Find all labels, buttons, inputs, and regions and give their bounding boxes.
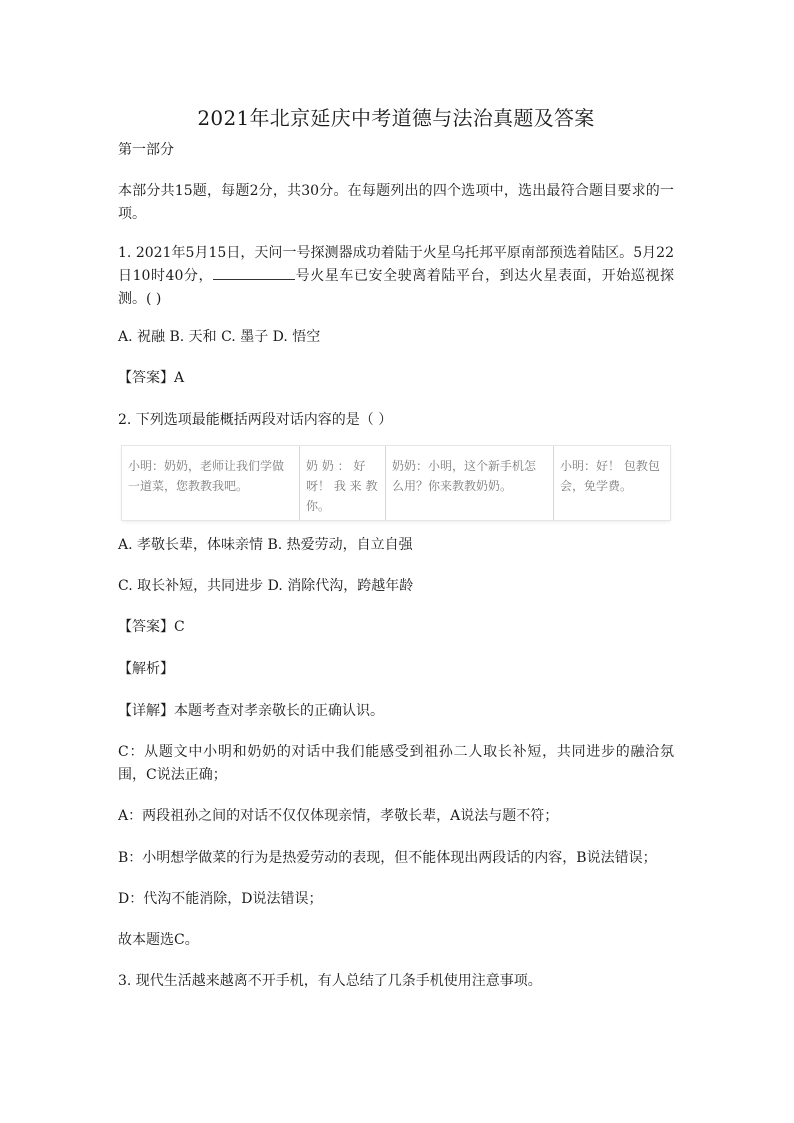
explanation-c: C：从题文中小明和奶奶的对话中我们能感受到祖孙二人取长补短，共同进步的融洽氛围，C说法正确； xyxy=(118,744,674,783)
question-2-answer: 【答案】C xyxy=(118,619,185,635)
detail-paragraph: 【详解】本题考查对孝亲敬长的正确认识。 xyxy=(118,703,384,719)
question-2-stem: 2. 下列选项最能概括两段对话内容的是（ ） xyxy=(118,412,393,428)
question-2-options-line-2: C. 取长补短，共同进步 D. 消除代沟，跨越年龄 xyxy=(118,578,414,594)
question-2-options-line-1: A. 孝敬长辈，体味亲情 B. 热爱劳动，自立自强 xyxy=(118,537,413,553)
question-1-answer: 【答案】A xyxy=(118,370,185,386)
explanation-a: A：两段祖孙之间的对话不仅仅体现亲情，孝敬长辈，A说法与题不符； xyxy=(118,808,559,824)
question-1-stem xyxy=(118,242,674,311)
dialogue-figure xyxy=(122,446,670,520)
document-title: 2021年北京延庆中考道德与法治真题及答案 xyxy=(197,106,595,130)
instructions-paragraph: 本部分共15题，每题2分，共30分。在每题列出的四个选项中，选出最符合题目要求的一项。 xyxy=(118,183,674,222)
explanation-b: B：小明想学做菜的行为是热爱劳动的表现，但不能体现出两段话的内容，B说法错误； xyxy=(118,850,657,866)
dialogue-panel-4: 小明：好！ 包教包会，免学费。 xyxy=(560,459,660,493)
conclusion: 故本题选C。 xyxy=(118,932,199,948)
explanation-d: D：代沟不能消除，D说法错误； xyxy=(118,891,323,907)
dialogue-panel-3: 奶奶：小明，这个新手机怎么用？你来教教奶奶。 xyxy=(386,446,554,520)
answer-blank xyxy=(213,265,295,280)
question-1-stem-part2: 号火星车已安全驶离着陆平台，到达火星表面，开始巡视探测。( ) xyxy=(118,268,674,307)
analysis-heading: 【解析】 xyxy=(118,661,174,677)
section-heading: 第一部分 xyxy=(118,142,174,158)
question-1-options: A. 祝融 B. 天和 C. 墨子 D. 悟空 xyxy=(118,329,321,345)
question-3-stem: 3. 现代生活越来越离不开手机，有人总结了几条手机使用注意事项。 xyxy=(118,973,542,989)
dialogue-panel-2: 奶 奶 ： 好呀！ 我 来 教你。 xyxy=(300,446,386,520)
dialogue-panel-1: 小明：奶奶，老师让我们学做一道菜，您教教我吧。 xyxy=(122,446,300,520)
question-1-stem-part1: 1. 2021年5月15日，天问一号探测器成功着陆于火星乌托邦平原南部预选着陆区。5月22日10时40分， xyxy=(118,245,674,284)
